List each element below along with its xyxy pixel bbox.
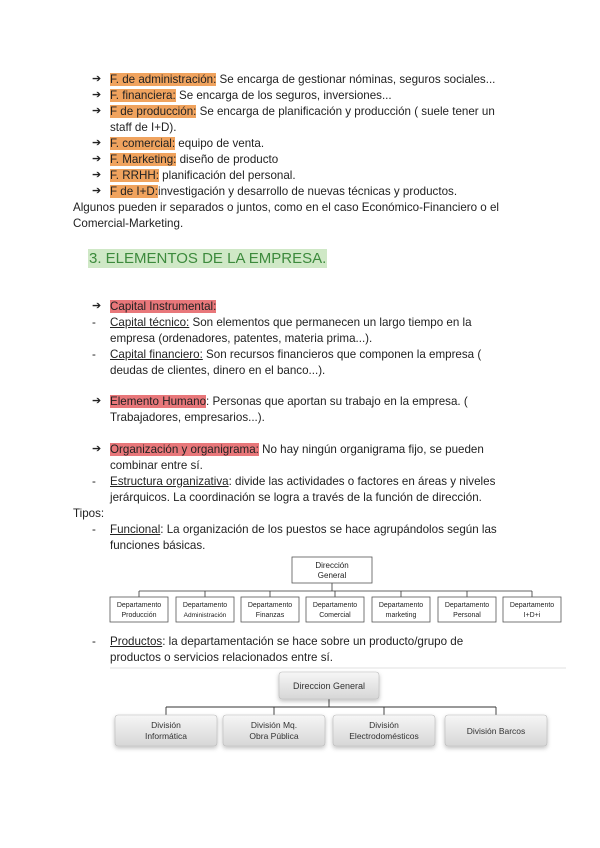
organizacion-item: Organización y organigrama: No hay ningún organigrama fijo, se pueden — [110, 443, 484, 456]
chart2-root-label: Direccion General — [292, 681, 366, 691]
chart1-dept-line2: Producción — [121, 612, 157, 619]
chart1-dept-line1: Departamento — [378, 602, 424, 609]
chart1-dept-line1: Departamento — [247, 602, 293, 609]
dash-bullet: - — [92, 316, 96, 329]
estructura-item: Estructura organizativa: divide las actividades o factores en áreas y niveles — [110, 475, 496, 488]
funcional-cont: funciones básicas. — [110, 539, 206, 552]
chart2-division-line2: Obra Pública — [249, 731, 299, 741]
productos-cont: productos o servicios relacionados entre sí. — [110, 651, 333, 664]
function-item: F. financiera: Se encarga de los seguros, inversiones... — [110, 89, 392, 102]
paragraph-text: Algunos pueden ir separados o juntos, como en el caso Económico-Financiero o el — [73, 201, 499, 214]
arrow-icon: ➔ — [92, 137, 102, 149]
capital-tecnico: Capital técnico: Son elementos que permanecen un largo tiempo en la — [110, 316, 472, 329]
organizacion-cont: combinar entre sí. — [110, 459, 203, 472]
chart1-dept-line2: Administración — [183, 612, 227, 619]
arrow-icon: ➔ — [92, 153, 102, 165]
function-item: F. comercial: equipo de venta. — [110, 137, 265, 150]
function-item: F. de administración: Se encarga de gestionar nóminas, seguros sociales... — [110, 73, 496, 86]
humano-item: Elemento Humano: Personas que aportan su trabajo en la empresa. ( — [110, 395, 468, 408]
chart1-dept-line1: Departamento — [444, 602, 490, 609]
capital-financiero: Capital financiero: Son recursos financieros que componen la empresa ( — [110, 348, 482, 361]
chart2-division-line2: Informática — [144, 731, 188, 741]
chart1-dept-line1: Departamento — [182, 602, 228, 609]
function-item: F de producción: Se encarga de planificación y producción ( suele tener un — [110, 105, 495, 118]
section-heading: 3. ELEMENTOS DE LA EMPRESA. — [89, 250, 327, 267]
capital-financiero-cont: deudas de clientes, dinero en el banco...). — [110, 364, 326, 377]
chart2-division-line2: Electrodomésticos — [349, 731, 419, 741]
chart2-division-line1: División — [369, 720, 399, 730]
chart1-dept-line2: Finanzas — [255, 612, 285, 619]
dash-bullet: - — [92, 348, 96, 361]
function-item: F. RRHH: planificación del personal. — [110, 169, 296, 182]
chart1-dept-line1: Departamento — [312, 602, 358, 609]
estructura-cont: jerárquicos. La coordinación se logra a través de la función de dirección. — [110, 491, 482, 504]
chart1-dept-line2: I+D+i — [523, 612, 541, 619]
chart1-dept-line1: Departamento — [509, 602, 555, 609]
function-item: F de I+D:investigación y desarrollo de nuevas técnicas y productos. — [110, 185, 458, 198]
arrow-icon: ➔ — [92, 105, 102, 117]
humano-cont: Trabajadores, empresarios...). — [110, 411, 265, 424]
chart1-dept-line1: Departamento — [116, 602, 162, 609]
chart1-dept-line2: Comercial — [319, 612, 351, 619]
paragraph-text: Comercial-Marketing. — [73, 217, 184, 230]
dash-bullet: - — [92, 475, 96, 488]
chart1-dept-line2: Personal — [453, 612, 481, 619]
arrow-icon: ➔ — [92, 300, 102, 312]
capital-tecnico-cont: empresa (ordenadores, patentes, materia prima...). — [110, 332, 373, 345]
function-item-continuation: staff de I+D). — [110, 121, 177, 134]
chart2-division-line1: División — [151, 720, 181, 730]
arrow-icon: ➔ — [92, 395, 102, 407]
arrow-icon: ➔ — [92, 185, 102, 197]
dash-bullet: - — [92, 523, 96, 536]
chart2-division-line1: División Mq. — [250, 720, 298, 730]
arrow-icon: ➔ — [92, 89, 102, 101]
arrow-icon: ➔ — [92, 169, 102, 181]
chart2-root-node — [279, 672, 379, 699]
chart2-division-line1: División Barcos — [466, 726, 526, 736]
arrow-icon: ➔ — [92, 443, 102, 455]
productos-item: Productos: la departamentación se hace sobre un producto/grupo de — [110, 635, 464, 648]
capital-title: Capital Instrumental: — [110, 300, 217, 313]
chart1-root-line1: Dirección — [315, 561, 349, 570]
chart1-dept-line2: marketing — [385, 612, 417, 619]
tipos-label: Tipos: — [73, 507, 105, 520]
funcional-item: Funcional: La organización de los puestos se hace agrupándolos según las — [110, 523, 497, 536]
chart1-root-line2: General — [317, 571, 347, 580]
arrow-icon: ➔ — [92, 73, 102, 85]
dash-bullet: - — [92, 635, 96, 648]
function-item: F. Marketing: diseño de producto — [110, 153, 279, 166]
